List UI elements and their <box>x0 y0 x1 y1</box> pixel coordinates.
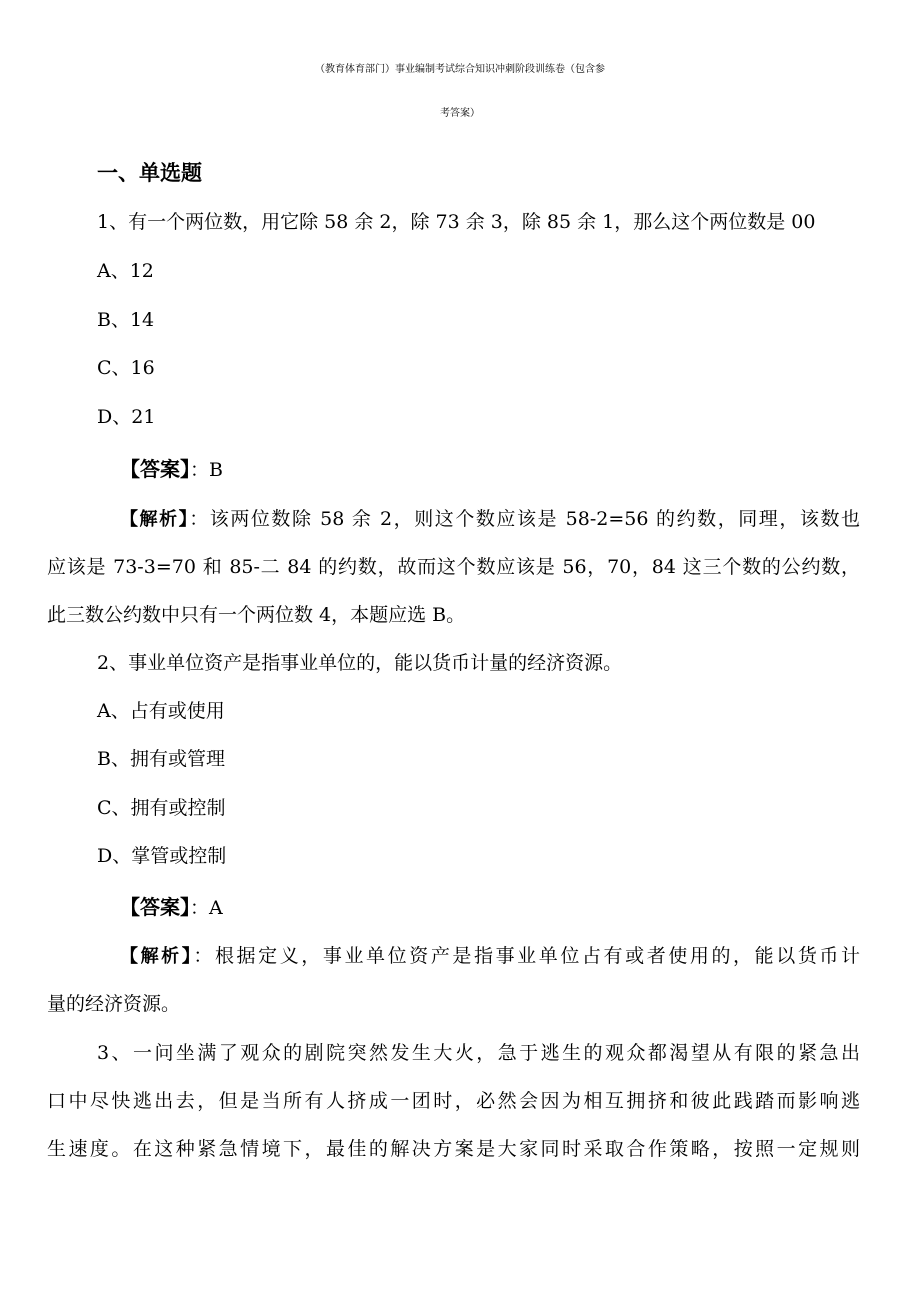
question-2-option-c: C、拥有或控制 <box>97 797 226 819</box>
answer-label: 【答案】 <box>120 457 190 481</box>
question-2-stem: 2、事业单位资产是指事业单位的，能以货币计量的经济资源。 <box>97 652 623 674</box>
question-2-explanation-line-2: 量的经济资源。 <box>47 993 181 1015</box>
answer-value: ：A <box>190 897 223 919</box>
question-2-option-d: D、掌管或控制 <box>97 845 227 867</box>
answer-label: 【答案】 <box>120 895 190 919</box>
question-3-stem-line-3: 生速度。在这种紧急情境下，最佳的解决方案是大家同时采取合作策略，按照一定规则 <box>47 1138 860 1160</box>
explanation-label: 【解析】 <box>120 946 194 967</box>
document-title-line-1: （教育体育部门）事业编制考试综合知识冲刺阶段训练卷（包含参 <box>315 64 605 75</box>
question-1-explanation-line-3: 此三数公约数中只有一个两位数 4，本题应选 B。 <box>47 604 466 626</box>
document-title-line-2: 考答案） <box>440 108 480 119</box>
question-2-answer <box>120 891 223 920</box>
explanation-label: 【解析】 <box>120 509 190 530</box>
question-1-explanation-line-2: 应该是 73-3=70 和 85-二 84 的约数，故而这个数应该是 56，70，84 这三个数的公约数， <box>47 556 860 578</box>
question-3-stem-line-2: 口中尽快逃出去，但是当所有人挤成一团时，必然会因为相互拥挤和彼此践踏而影响逃 <box>47 1090 860 1112</box>
question-2-explanation-line-1 <box>120 941 860 968</box>
question-1-option-d: D、21 <box>97 406 156 428</box>
question-2-option-a: A、占有或使用 <box>97 700 225 722</box>
answer-value: ：B <box>190 459 223 481</box>
question-1-option-b: B、14 <box>97 309 155 331</box>
question-3-stem-line-1: 3、一问坐满了观众的剧院突然发生大火，急于逃生的观众都渴望从有限的紧急出 <box>97 1042 860 1064</box>
section-heading: 一、单选题 <box>97 161 202 185</box>
question-2-option-b: B、拥有或管理 <box>97 748 225 770</box>
explanation-text: ：根据定义，事业单位资产是指事业单位占有或者使用的，能以货币计 <box>193 945 860 967</box>
question-1-explanation-line-1 <box>120 504 860 531</box>
explanation-text: ：该两位数除 58 余 2，则这个数应该是 58-2=56 的约数，同理，该数也 <box>189 508 861 530</box>
question-1-option-c: C、16 <box>97 357 155 379</box>
question-1-stem: 1、有一个两位数，用它除 58 余 2，除 73 余 3，除 85 余 1，那么这个两位数是 00 <box>97 211 816 233</box>
question-1-answer <box>120 453 223 482</box>
question-1-option-a: A、12 <box>97 260 154 282</box>
